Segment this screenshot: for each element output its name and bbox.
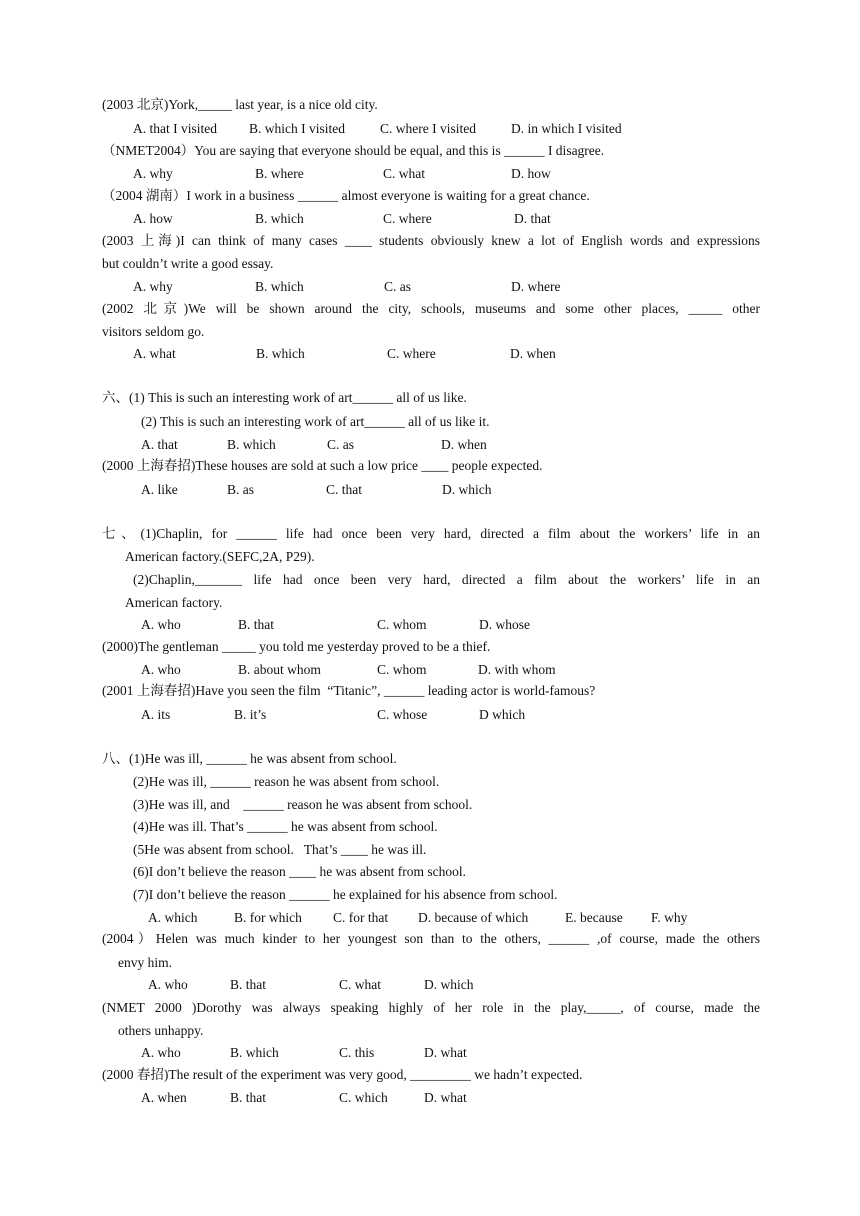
option: B. it’s (234, 707, 267, 722)
option: C. where I visited (380, 121, 476, 136)
option: B. which (256, 346, 305, 361)
question-text: visitors seldom go. (102, 324, 205, 339)
option: D. when (441, 437, 487, 452)
option: C. as (384, 279, 411, 294)
option: A. why (133, 279, 173, 294)
option: A. when (141, 1090, 187, 1105)
question-text: （2004 湖南）I work in a business ______ almost everyone is waiting for a great chance. (102, 188, 590, 203)
option: A. like (141, 482, 178, 497)
option: A. which (148, 910, 198, 925)
question-text: (2003 上海)I can think of many cases ____ students obviously knew a lot of English words and expressions (102, 233, 760, 248)
option: C. where (383, 211, 432, 226)
option: D. which (424, 977, 474, 992)
question-text: (NMET 2000 )Dorothy was always speaking highly of her role in the play,_____, of course, made the (102, 1000, 760, 1015)
option: B. for which (234, 910, 302, 925)
option: D. what (424, 1090, 467, 1105)
section-heading: 八、(1)He was ill, ______ he was absent from school. (102, 751, 397, 766)
option: C. what (339, 977, 381, 992)
question-text: American factory. (125, 595, 223, 610)
option: A. that (141, 437, 178, 452)
option: C. that (326, 482, 362, 497)
question-text: （NMET2004）You are saying that everyone should be equal, and this is ______ I disagree. (102, 143, 605, 158)
option: A. who (148, 977, 188, 992)
option: D. whose (479, 617, 530, 632)
question-text: (2000 上海春招)These houses are sold at such a low price ____ people expected. (102, 458, 543, 473)
option: A. its (141, 707, 171, 722)
option: A. who (141, 662, 181, 677)
option: D. where (511, 279, 561, 294)
option: A. who (141, 1045, 181, 1060)
question-text: others unhappy. (118, 1023, 204, 1038)
option: D. which (442, 482, 492, 497)
option: A. that I visited (133, 121, 217, 136)
option: B. which (255, 211, 304, 226)
option: A. who (141, 617, 181, 632)
option: B. that (238, 617, 274, 632)
option: B. which (227, 437, 276, 452)
question-text: envy him. (118, 955, 172, 970)
option: D. what (424, 1045, 467, 1060)
question-text: (4)He was ill. That’s ______ he was absent from school. (133, 819, 438, 834)
section-heading: 六、(1) This is such an interesting work of art______ all of us like. (102, 390, 467, 405)
option: F. why (651, 910, 688, 925)
option: D. in which I visited (511, 121, 622, 136)
option: B. which (255, 279, 304, 294)
option: A. why (133, 166, 173, 181)
option: D. how (511, 166, 551, 181)
question-text: but couldn’t write a good essay. (102, 256, 274, 271)
option: D. that (514, 211, 551, 226)
option: B. which I visited (249, 121, 345, 136)
question-text: (2)Chaplin,_______ life had once been very hard, directed a film about the workers’ life in an (133, 572, 760, 587)
option: C. this (339, 1045, 375, 1060)
question-text: American factory.(SEFC,2A, P29). (125, 549, 315, 564)
option: C. whom (377, 617, 427, 632)
option: D. with whom (478, 662, 556, 677)
option: C. which (339, 1090, 388, 1105)
option: B. that (230, 977, 266, 992)
question-text: (2)He was ill, ______ reason he was absent from school. (133, 774, 440, 789)
option: D which (479, 707, 526, 722)
question-text: (2003 北京)York,_____ last year, is a nice old city. (102, 97, 378, 112)
question-text: (2) This is such an interesting work of art______ all of us like it. (141, 414, 490, 429)
question-text: (2000)The gentleman _____ you told me yesterday proved to be a thief. (102, 639, 491, 654)
option: D. when (510, 346, 556, 361)
section-heading: 七、(1)Chaplin, for ______ life had once been very hard, directed a film about the workers’ life in an (102, 526, 760, 541)
option: A. how (133, 211, 173, 226)
question-text: (2001 上海春招)Have you seen the film “Titanic”, ______ leading actor is world-famous? (102, 683, 596, 698)
option: B. which (230, 1045, 279, 1060)
option: E. because (565, 910, 623, 925)
option: C. as (327, 437, 354, 452)
option: B. about whom (238, 662, 321, 677)
question-text: (2004）Helen was much kinder to her youngest son than to the others, ______ ,of course, made the others (102, 931, 760, 946)
question-text: (3)He was ill, and ______ reason he was absent from school. (133, 797, 473, 812)
option: A. what (133, 346, 176, 361)
option: B. where (255, 166, 304, 181)
question-text: (6)I don’t believe the reason ____ he was absent from school. (133, 864, 467, 879)
option: B. as (227, 482, 254, 497)
option: C. where (387, 346, 436, 361)
question-text: (7)I don’t believe the reason ______ he explained for his absence from school. (133, 887, 558, 902)
option: C. whom (377, 662, 427, 677)
option: B. that (230, 1090, 266, 1105)
option: C. for that (333, 910, 389, 925)
question-text: (5He was absent from school. That’s ____ he was ill. (133, 842, 427, 857)
option: C. whose (377, 707, 428, 722)
option: C. what (383, 166, 425, 181)
option: D. because of which (418, 910, 529, 925)
question-text: (2002 北京)We will be shown around the city, schools, museums and some other places, _____ other (102, 301, 760, 316)
question-text: (2000 春招)The result of the experiment was very good, _________ we hadn’t expected. (102, 1067, 583, 1082)
